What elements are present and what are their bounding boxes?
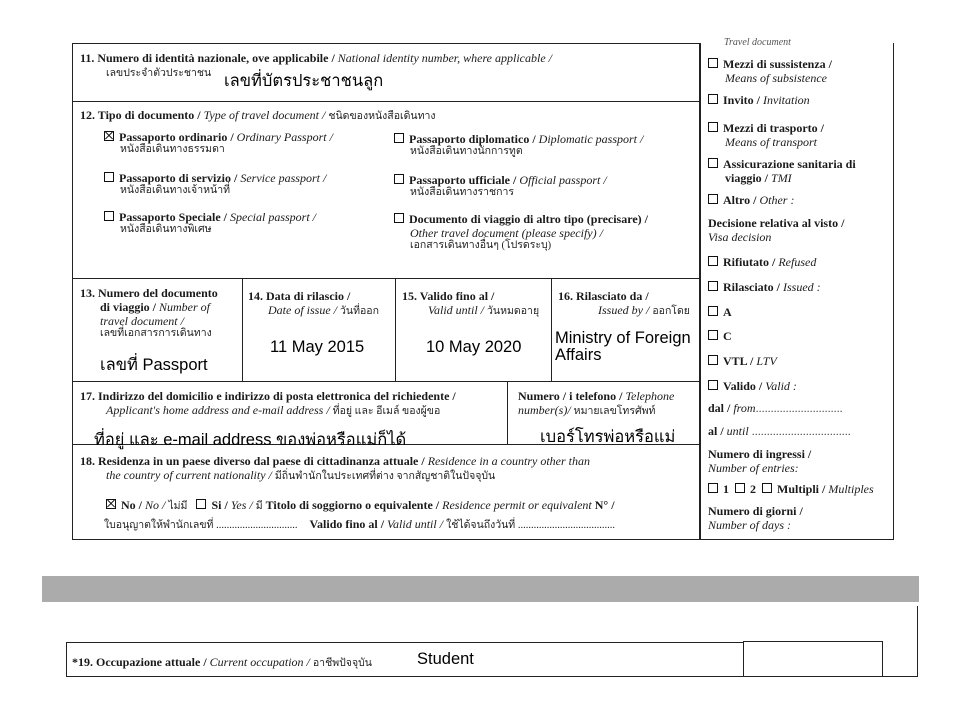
side-top-cut: Travel document (724, 37, 791, 48)
f17-label: 17. Indirizzo del domicilio e indirizzo di posta elettronica del richiedente / Applicant's home address and e-mail address / ที่อยู่ และ อีเมล์ ของผู้ขอ (80, 389, 456, 417)
side-visa-decision: Decisione relativa al visto / Visa decision (708, 216, 845, 244)
side-item-other[interactable]: Altro / Other : (708, 193, 794, 207)
phone-value[interactable]: เบอร์โทรพ่อหรือแม่ (540, 428, 676, 446)
f11-label: 11. Numero di identità nazionale, ove applicabile / National identity number, where applicable / (80, 51, 552, 65)
checkbox[interactable] (708, 256, 718, 266)
checkbox[interactable] (708, 483, 718, 493)
checkbox[interactable] (104, 172, 114, 182)
checkbox[interactable] (708, 158, 718, 168)
side-entries: Numero di ingressi / Number of entries: (708, 447, 812, 475)
f15-value[interactable]: 10 May 2020 (426, 338, 522, 356)
side-valido[interactable]: Valido / Valid : (708, 379, 797, 393)
f12-label: 12. Tipo di documento / Type of travel document / ชนิดของหนังสือเดินทาง (80, 108, 436, 122)
side-opt-a[interactable]: A (708, 305, 732, 319)
checkbox[interactable] (708, 194, 718, 204)
side-item-subsistence[interactable]: Mezzi di sussistenza / Means of subsistence (708, 57, 832, 85)
checkbox-checked[interactable] (104, 131, 114, 141)
side-opt-c[interactable]: C (708, 329, 732, 343)
f16-label: 16. Rilasciato da / Issued by / ออกโดย (558, 289, 690, 317)
checkbox[interactable] (394, 174, 404, 184)
checkbox[interactable] (708, 58, 718, 68)
f11-value[interactable]: เลขที่บัตรประชาชนลูก (224, 72, 384, 90)
doc-type-option-ordinary[interactable]: Passaporto ordinario / Ordinary Passport / หนังสือเดินทางธรรมดา (104, 130, 333, 156)
checkbox[interactable] (708, 355, 718, 365)
side-refused[interactable]: Rifiutato / Refused (708, 255, 816, 269)
f11-label-th: เลขประจำตัวประชาชน (106, 68, 212, 79)
checkbox[interactable] (708, 306, 718, 316)
checkbox[interactable] (708, 281, 718, 291)
f18-label: 18. Residenza in un paese diverso dal paese di cittadinanza attuale / Residence in a country other than the country of current nationality / มีถิ่นพำนักในประเทศที่ต่าง จากสัญชาติในปัจจุบัน (80, 454, 590, 482)
separator-bar (42, 576, 919, 602)
checkbox[interactable] (762, 483, 772, 493)
f19-value[interactable]: Student (417, 650, 474, 668)
phone-label: Numero / i telefono / Telephone number(s)/ หมายเลขโทรศัพท์ (518, 389, 675, 417)
checkbox[interactable] (708, 122, 718, 132)
side-al[interactable]: al / until ................................. (708, 424, 851, 438)
doc-type-option-service[interactable]: Passaporto di servizio / Service passport / หนังสือเดินทางเจ้าหน้าที่ (104, 171, 326, 197)
checkbox[interactable] (394, 133, 404, 143)
checkbox[interactable] (708, 94, 718, 104)
doc-type-option-special[interactable]: Passaporto Speciale / Special passport / หนังสือเดินทางพิเศษ (104, 210, 316, 236)
checkbox-si[interactable] (196, 499, 206, 509)
doc-type-option-other[interactable]: Documento di viaggio di altro tipo (precisare) / Other travel document (please specify) / เอกสารเดินทางอื่นๆ (โปรดระบุ) (394, 212, 648, 252)
checkbox[interactable] (394, 213, 404, 223)
checkbox[interactable] (708, 330, 718, 340)
side-dal[interactable]: dal / from............................. (708, 401, 843, 415)
side-item-insurance[interactable]: Assicurazione sanitaria di viaggio / TMI (708, 157, 856, 185)
doc-type-option-diplomatic[interactable]: Passaporto diplomatico / Diplomatic passport / หนังสือเดินทางนักการทูต (394, 132, 643, 158)
f14-value[interactable]: 11 May 2015 (270, 338, 365, 356)
doc-type-option-official[interactable]: Passaporto ufficiale / Official passport / หนังสือเดินทางราชการ (394, 173, 607, 199)
side-entries-options[interactable]: 1 2 Multipli / Multiples (708, 482, 874, 496)
f19-label: *19. Occupazione attuale / Current occupation / อาชีพปัจจุบัน (72, 655, 372, 669)
side-issued[interactable]: Rilasciato / Issued : (708, 280, 821, 294)
side-item-invitation[interactable]: Invito / Invitation (708, 93, 810, 107)
f17-value[interactable]: ที่อยู่ และ e-mail address ของพ่อหรือแม่ก็ได้ (94, 431, 407, 449)
side-opt-vtl[interactable]: VTL / LTV (708, 354, 777, 368)
checkbox[interactable] (104, 211, 114, 221)
checkbox[interactable] (708, 380, 718, 390)
f16-value[interactable]: Ministry of Foreign Affairs (555, 329, 691, 364)
checkbox-no-checked[interactable] (106, 499, 116, 509)
side-item-transport[interactable]: Mezzi di trasporto / Means of transport (708, 121, 824, 149)
f15-label: 15. Valido fino al / Valid until / วันหมดอายุ (402, 289, 540, 317)
checkbox[interactable] (735, 483, 745, 493)
f18-options: No / No / ไม่มี Si / Yes / มี Titolo di soggiorno o equivalente / Residence permit or equivalent N° / (106, 498, 615, 513)
f13-label: 13. Numero del documento di viaggio / Number of travel document / เลขที่เอกสารการเดินทาง (80, 286, 218, 339)
f14-label: 14. Data di rilascio / Date of issue / วันที่ออก (248, 289, 379, 317)
f13-value[interactable]: เลขที่ Passport (100, 356, 208, 374)
f18-permit-line: ใบอนุญาตให้พำนักเลขที่ ............................... Valido fino al / Valid until / ใช้ได้จนถึงวันที่ ..................................... (104, 517, 615, 531)
side-days: Numero di giorni / Number of days : (708, 504, 803, 532)
